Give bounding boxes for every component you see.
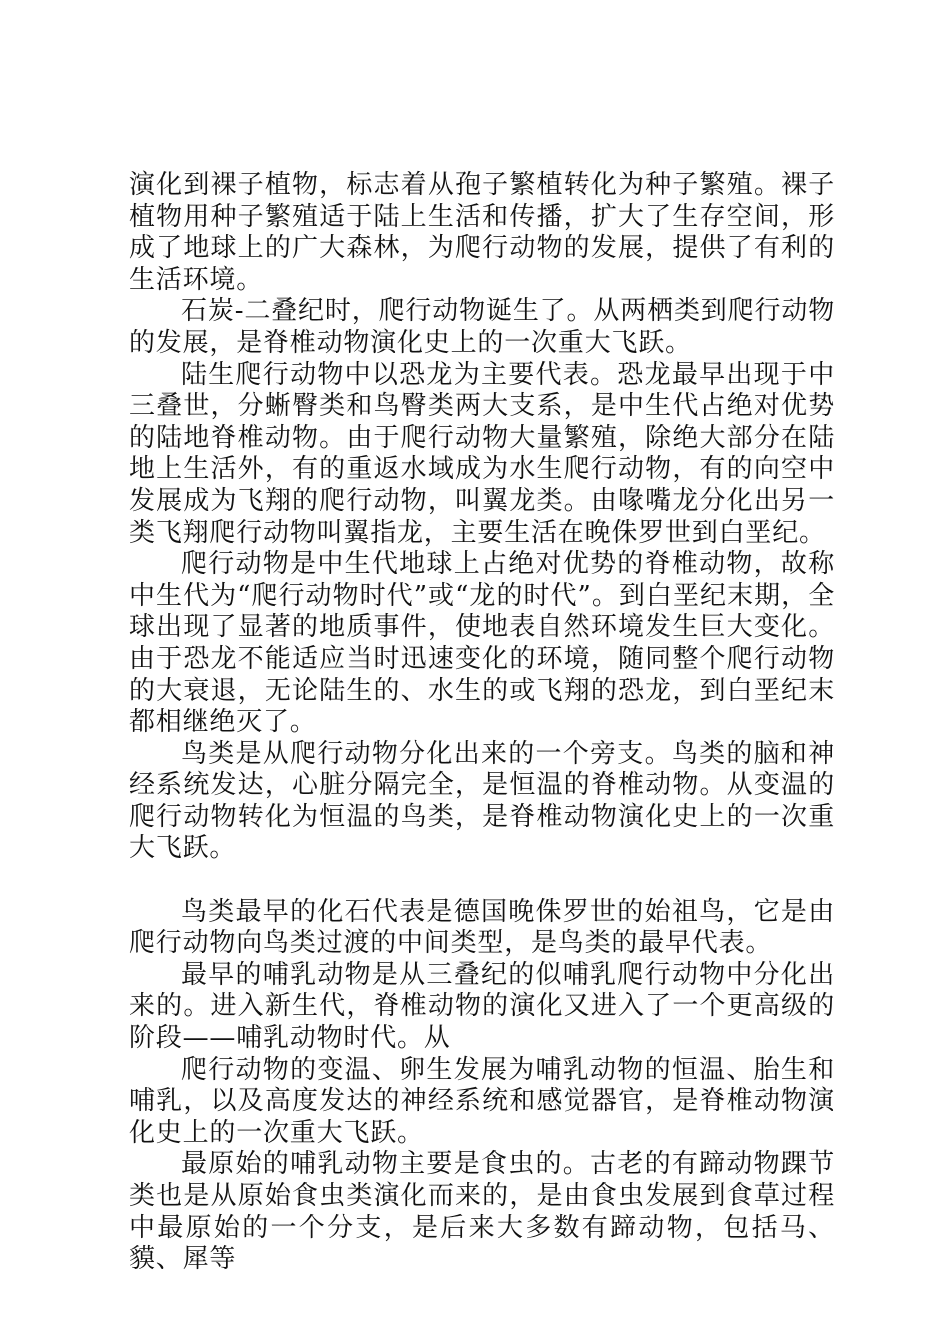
document-body (129, 170, 835, 1276)
paragraph-reptile-origin: 石炭-二叠纪时，爬行动物诞生了。从两栖类到爬行动物的发展，是脊椎动物演化史上的一次重大飞跃。 (129, 296, 835, 358)
paragraph-primitive-mammals: 最原始的哺乳动物主要是食虫的。古老的有蹄动物踝节类也是从原始食虫类演化而来的，是由食虫发展到食草过程中最原始的一个分支，是后来大多数有蹄动物，包括马、貘、犀等 (129, 1149, 835, 1275)
blank-line (129, 865, 835, 897)
paragraph-mammal-leap: 爬行动物的变温、卵生发展为哺乳动物的恒温、胎生和哺乳，以及高度发达的神经系统和感觉器官，是脊椎动物演化史上的一次重大飞跃。 (129, 1054, 835, 1148)
paragraph-birds: 鸟类是从爬行动物分化出来的一个旁支。鸟类的脑和神经系统发达，心脏分隔完全，是恒温的脊椎动物。从变温的爬行动物转化为恒温的鸟类，是脊椎动物演化史上的一次重大飞跃。 (129, 738, 835, 864)
paragraph-gymnosperm: 演化到裸子植物，标志着从孢子繁植转化为种子繁殖。裸子植物用种子繁殖适于陆上生活和传播，扩大了生存空间，形成了地球上的广大森林，为爬行动物的发展，提供了有利的生活环境。 (129, 170, 835, 295)
paragraph-reptile-age: 爬行动物是中生代地球上占绝对优势的脊椎动物，故称中生代为“爬行动物时代”或“龙的时代”。到白垩纪末期，全球出现了显著的地质事件，使地表自然环境发生巨大变化。由于恐龙不能适应当时迅速变化的环境，随同整个爬行动物的大衰退，无论陆生的、水生的或飞翔的恐龙，到白垩纪末都相继绝灭了。 (129, 549, 835, 738)
paragraph-dinosaurs: 陆生爬行动物中以恐龙为主要代表。恐龙最早出现于中三叠世，分蜥臀类和鸟臀类两大支系，是中生代占绝对优势的陆地脊椎动物。由于爬行动物大量繁殖，除绝大部分在陆地上生活外，有的重返水域成为水生爬行动物，有的向空中发展成为飞翔的爬行动物，叫翼龙类。由喙嘴龙分化出另一类飞翔爬行动物叫翼指龙，主要生活在晚侏罗世到白垩纪。 (129, 359, 835, 548)
paragraph-mammal-origin: 最早的哺乳动物是从三叠纪的似哺乳爬行动物中分化出来的。进入新生代，脊椎动物的演化又进入了一个更高级的阶段——哺乳动物时代。从 (129, 959, 835, 1054)
paragraph-archaeopteryx: 鸟类最早的化石代表是德国晚侏罗世的始祖鸟，它是由爬行动物向鸟类过渡的中间类型，是鸟类的最早代表。 (129, 896, 835, 959)
